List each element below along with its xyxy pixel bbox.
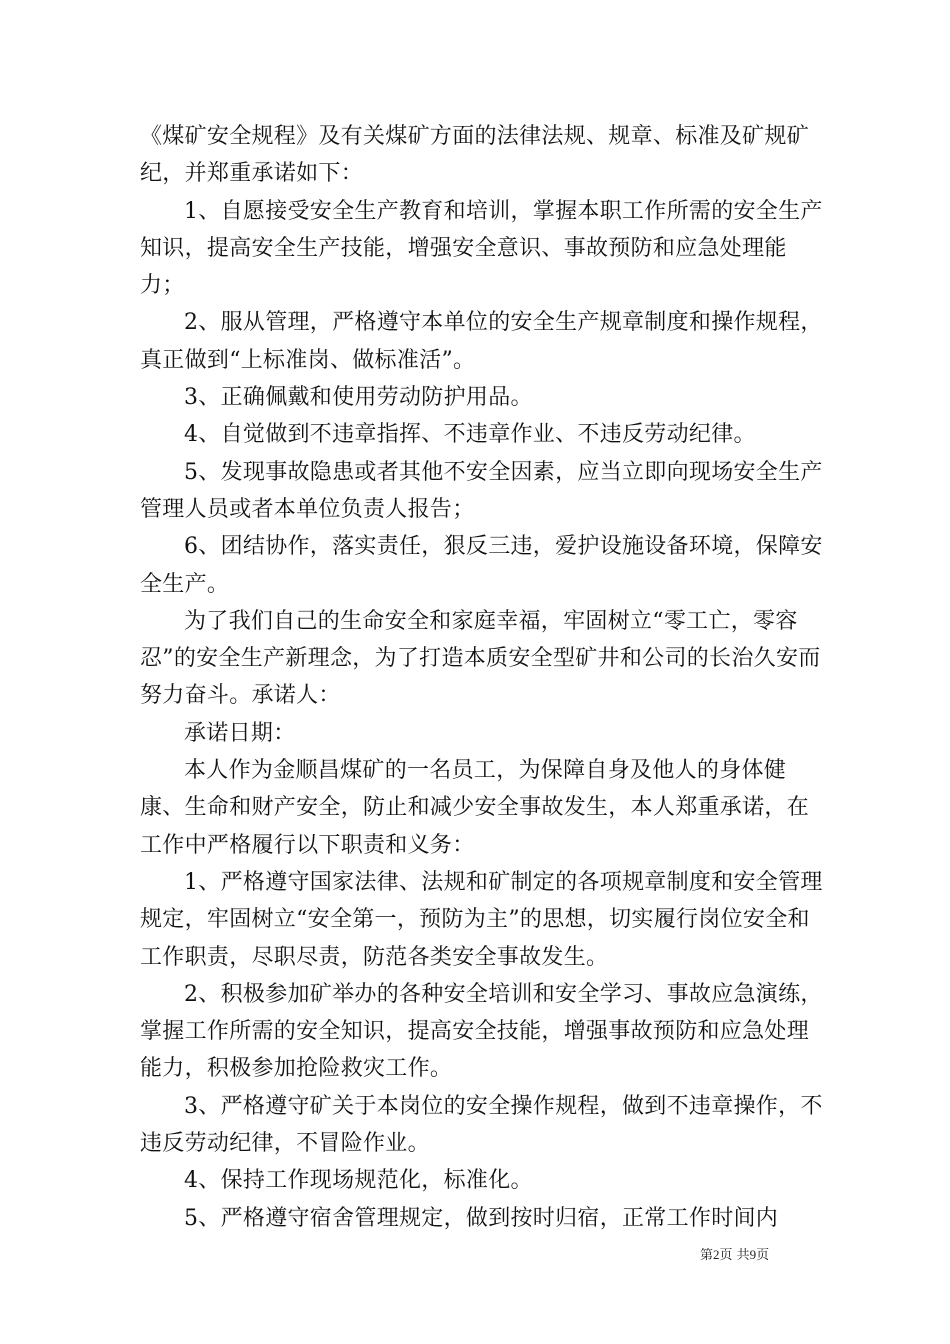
- paragraph-5: 4、自觉做到不违章指挥、不违章作业、不违反劳动纪律。: [184, 422, 756, 448]
- page-number-footer: [700, 1246, 820, 1265]
- paragraph-11: 1、严格遵守国家法律、法规和矿制定的各项规章制度和安全管理规定，牢固树立“安全第一，预防为主”的思想，切实履行岗位安全和工作职责，尽职尽责，防范各类安全事故发生。: [140, 869, 823, 970]
- paragraph-3: 2、服从管理，严格遵守本单位的安全生产规章制度和操作规程，真正做到“上标准岗、做标准活”。: [140, 310, 823, 373]
- paragraph-12: 2、积极参加矿举办的各种安全培训和安全学习、事故应急演练，掌握工作所需的安全知识，提高安全技能，增强事故预防和应急处理能力，积极参加抢险救灾工作。: [140, 981, 823, 1082]
- footer-middle: 页 共: [719, 1248, 750, 1263]
- paragraph-7: 6、团结协作，落实责任，狠反三违，爱护设施设备环境，保障安全生产。: [140, 534, 823, 597]
- paragraph-1: 《煤矿安全规程》及有关煤矿方面的法律法规、规章、标准及矿规矿纪，并郑重承诺如下：: [140, 124, 810, 187]
- paragraph-8: 为了我们自己的生命安全和家庭幸福，牢固树立“零工亡，零容忍”的安全生产新理念，为了打造本质安全型矿井和公司的长治久安而努力奋斗。承诺人：: [140, 608, 821, 709]
- paragraph-6: 5、发现事故隐患或者其他不安全因素，应当立即向现场安全生产管理人员或者本单位负责人报告；: [140, 459, 823, 522]
- footer-suffix: 页: [756, 1248, 770, 1263]
- paragraph-13: 3、严格遵守矿关于本岗位的安全操作规程，做到不违章操作，不违反劳动纪律，不冒险作业。: [140, 1093, 823, 1157]
- current-page-number: 2: [713, 1247, 720, 1262]
- total-page-count: 9: [749, 1247, 757, 1262]
- footer-prefix: 第: [700, 1248, 714, 1263]
- paragraph-4: 3、正确佩戴和使用劳动防护用品。: [184, 385, 533, 411]
- paragraph-2: 1、自愿接受安全生产教育和培训，掌握本职工作所需的安全生产知识，提高安全生产技能，增强安全意识、事故预防和应急处理能力；: [140, 198, 823, 299]
- document-body: [140, 118, 830, 1237]
- paragraph-9: 承诺日期：: [184, 720, 296, 746]
- paragraph-10: 本人作为金顺昌煤矿的一名员工，为保障自身及他人的身体健康、生命和财产安全，防止和减少安全事故发生，本人郑重承诺，在工作中严格履行以下职责和义务：: [140, 758, 810, 858]
- paragraph-14: 4、保持工作现场规范化，标准化。: [184, 1168, 533, 1194]
- paragraph-15: 5、严格遵守宿舍管理规定，做到按时归宿，正常工作时间内: [184, 1205, 779, 1231]
